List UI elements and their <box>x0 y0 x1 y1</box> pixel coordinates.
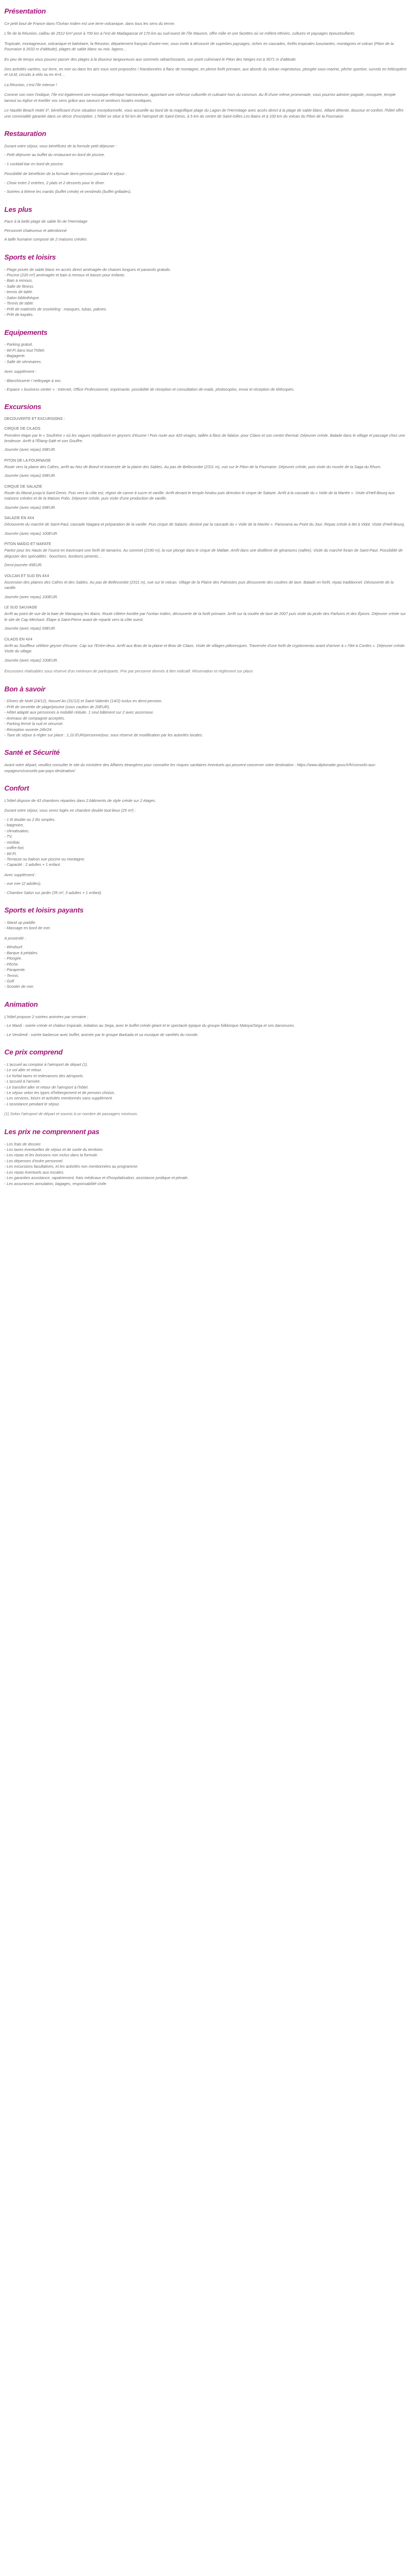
list-item: - Le séjour selon les types d'hébergement et de pension choisis. <box>4 1090 115 1096</box>
excursion-text: Partez pour les Hauts de l'ouest en traversant une forêt de tamarins. Au sommet (2190 m), la vue plonge dans le cirque de Mafate. Arrêt dans une distillerie de géraniums (vallée). Visite du marché forain de Saint-Paul. Possibilité de déguster des spécialités : bouchons, bonbons piments… <box>4 548 403 559</box>
list-item: - L'accueil à l'arrivée. <box>4 1079 41 1084</box>
section-title: Présentation <box>4 7 46 15</box>
section-confort <box>4 784 407 896</box>
excursion-block <box>4 605 407 631</box>
paragraph: Avec supplément : <box>4 369 36 374</box>
list-item: - Stand up paddle. <box>4 920 36 925</box>
section-title: Les prix ne comprennent pas <box>4 1127 100 1136</box>
nearby-activities-list <box>4 944 407 990</box>
excursion-price: Journée (avec repas) 69EUR. <box>4 626 56 631</box>
list-item: - Parking gratuit. <box>4 342 33 347</box>
section-title: Confort <box>4 784 29 793</box>
paid-activities-list <box>4 920 407 931</box>
section-title: Santé et Sécurité <box>4 748 60 757</box>
section-title: Bon à savoir <box>4 684 46 693</box>
excursions-outro: Excursions réalisables sous réserve d'un minimum de participants. Prix par personne donnés à titre indicatif. Réservation et règlement sur place. <box>4 669 254 674</box>
section-equipements <box>4 328 407 393</box>
list-item: - Terrasse ou balcon vue piscine ou montagne. <box>4 856 86 862</box>
section-animation <box>4 1000 407 1038</box>
excursions-intro: DECOUVERTE ET EXCURSIONS : <box>4 417 65 422</box>
section-prix-comprend <box>4 1047 407 1117</box>
excursion-block <box>4 574 407 600</box>
paragraph: - Choix entre 2 entrées, 2 plats et 2 desserts pour le dîner. <box>4 180 105 185</box>
room-features-list <box>4 817 407 868</box>
list-item: - Les excursions facultatives, et les activités non mentionnées au programme. <box>4 1164 139 1169</box>
list-item: - Golf. <box>4 978 15 983</box>
list-item: - TV, <box>4 834 13 839</box>
list-item: - tennis de table. <box>4 289 34 295</box>
excursion-text: Route du littoral jusqu'à Saint-Denis. Puis vers la côte est, région de canne à sucre et vanille. Arrêt devant le temple hindou puis direction le cirque de Salazie. Arrêt à la cascade du « Voile de la Mariée ». Visite d'Hell-Bourg aux maisons créoles et de la Maison Folio. Déjeuner créole, puis visite d'une production de vanille. <box>4 490 395 501</box>
paragraph: - Chambre Salon sur jardin (35 m², 3 adultes + 1 enfant). <box>4 890 102 895</box>
footnote: (1) Selon l'aéroport de départ et soumis à un nombre de passagers minimum. <box>4 1111 138 1117</box>
excursion-title: CIRQUE DE SALAZIE <box>4 484 42 489</box>
excursion-text: Première étape par le « Soufrière » où les vagues rejaillissent en geysers d'écume ! Puis route aux 420 virages, taillée à flanc de falaise, pour Cilaos et son centre thermal. Déjeuner créole. Balade dans le village et passage chez une brodeuse. Arrêt à l'Étang-Salé et son Gouffre. <box>4 432 405 443</box>
list-item: - Réception ouverte 24h/24. <box>4 727 53 732</box>
paragraph: Face à la belle plage de sable fin de l'Hermitage <box>4 219 88 224</box>
paragraph: L'île de la Réunion, caillou de 2512 km² posé à 700 km à l'est de Madagascar et 170 km au sud-ouest de l'île Maurice, offre mille et une facettes où se mêlent ethnies, cultures et paysages époustouflants. <box>4 31 356 36</box>
list-item: - climatisation, <box>4 828 29 833</box>
list-item: - Prêt de kayaks. <box>4 312 34 318</box>
paragraph: - vue mer (2 adultes). <box>4 881 42 886</box>
excursion-text: Arrêt au Souffleur célèbre geyser d'écume. Cap sur l'Entre-deux. Arrêt aux Bras de la plaine et Bras de Cilaos. Visite de villages pittoresques. Traversée d'une forêt de cryptomerias avant d'arriver à « l'Ilet à Cordes ». Déjeuner créole. Visite du village. <box>4 643 406 654</box>
section-presentation <box>4 7 407 119</box>
list-item: - Le forfait taxes et redevances des aéroports. <box>4 1073 84 1078</box>
section-sante-securite <box>4 748 407 774</box>
excursion-title: PITON DE LA FOURNAISE <box>4 458 51 463</box>
price-includes-list <box>4 1062 407 1108</box>
list-item: - Taxe de séjour à régler sur place : 1,10 EUR/personne/jour, sous réserve de modification par les autorités locales. <box>4 733 203 738</box>
excursion-text: Arrêt au point de vue de la baie de Manapany les Bains. Route côtière bordée par l'océan Indien, découverte de la forêt primaire. Arrêt sur la coulée de lave de 2007 puis visite du jardin des Parfums et des Épices. Déjeuner créole sur le site de Cap Méchant. Étape à Saint-Pierre avant de repartir vers la côte ouest. <box>4 611 406 622</box>
paragraph: - Petit déjeuner au buffet du restaurant en bord de piscine. <box>4 152 105 158</box>
paragraph: Tropicale, montagneuse, volcanique et balnéaire, la Réunion, département français d'outre-mer, vous invite à découvrir de superbes paysages, riches en cascades, forêts tropicales luxuriantes, montagnes et volcan (Piton de la Fournaise à 2632 m d'altitude), plages de sable blanc ou noir, lagons… <box>4 41 394 52</box>
paragraph: - Blanchisserie / nettoyage à sec. <box>4 378 62 383</box>
paragraph: Durant votre séjour, vous serez logés en chambre double tout-lieux (25 m²) : <box>4 808 136 813</box>
list-item: - Windsurf. <box>4 944 23 950</box>
section-title: Ce prix comprend <box>4 1047 63 1056</box>
excursion-price: Journée (avec repas) 100EUR. <box>4 657 59 663</box>
list-item: - Parking fermé la nuit et sécurisé. <box>4 721 64 727</box>
paragraph: Personnel chaleureux et attentionné <box>4 228 67 233</box>
section-title: Restauration <box>4 130 47 138</box>
list-item: - Les taxes éventuelles de séjour et de sortie du territoire. <box>4 1147 104 1153</box>
excursion-price: Journée (avec repas) 100EUR. <box>4 594 59 599</box>
list-item: - minibar, <box>4 839 21 845</box>
list-item: - Le vol aller et retour. <box>4 1067 42 1073</box>
list-item: - Animaux de compagnie acceptés. <box>4 715 65 721</box>
paragraph: Ce petit bout de France dans l'Océan Indien est une terre volcanique, dans tous les sens du terme. <box>4 21 176 26</box>
paragraph: Durant votre séjour, vous bénéficiez de la formule petit déjeuner : <box>4 143 117 148</box>
list-item: - Pêche. <box>4 961 19 967</box>
list-item: - Le transfert aller et retour de l'aéroport à l'hôtel. <box>4 1084 89 1090</box>
list-item: - Plongée. <box>4 956 22 961</box>
section-title: Equipements <box>4 328 48 336</box>
excursion-block <box>4 637 407 663</box>
list-item: - Parapente. <box>4 967 26 973</box>
list-item: - Tennis. <box>4 973 20 978</box>
excursion-title: LE SUD SAUVAGE <box>4 606 37 610</box>
list-item: - Bain à remous. <box>4 278 33 283</box>
paragraph: Possibilité de bénéficier de la formule demi-pension pendant le séjour : <box>4 171 127 177</box>
list-item: - Les garanties assistance, rapatriement, frais médicaux et d'hospitalisation, assistance juridique et pénale. <box>4 1175 189 1181</box>
list-item: - Dîners de Noël (24/12), Nouvel An (31/12) et Saint-Valentin (14/2) inclus en demi-pension. <box>4 698 163 704</box>
excursion-title: VOLCAN ET SUD EN 4X4 <box>4 574 49 578</box>
paragraph: En peu de temps vous pouvez passer des plages à la douceur langoureuse aux sommets rafraichissants, son point culminant le Piton des Neiges est à 3071 m d'altitude. <box>4 56 297 62</box>
paragraph: A taille humaine composé de 2 maisons créoles <box>4 237 87 242</box>
list-item: - L'accueil au comptoir à l'aéroport de départ (1). <box>4 1062 88 1067</box>
paragraph: - Espace « business center » : Internet, Office Professionnel, imprimante, possibilité de réception et consultation de-mails, photocopies, envoi et réception de télécopies. <box>4 386 295 392</box>
list-item: - Bagagerie. <box>4 353 26 359</box>
section-les-plus <box>4 205 407 243</box>
excursion-block <box>4 426 407 452</box>
list-item: - Les frais de dossier. <box>4 1141 42 1147</box>
paragraph: A proximité : <box>4 935 26 941</box>
list-item: - Capacité : 2 adultes + 1 enfant. <box>4 862 61 868</box>
paragraph: - Soirées à thème les mardis (buffet créole) et vendredis (buffet grillades). <box>4 189 132 195</box>
paragraph: - Le Vendredi : soirée barbecue avec buffet, animée par le groupe Barkada et sa musique de variétés du monde. <box>4 1032 199 1037</box>
excursion-title: CILAOS EN 4X4 <box>4 637 33 642</box>
list-item: - L'assistance pendant le séjour. <box>4 1101 60 1106</box>
excursion-price: Journée (avec repas) 69EUR. <box>4 504 56 510</box>
list-item: - Salle de séminaires. <box>4 359 42 364</box>
paragraph: Avant votre départ, veuillez consulter le site du ministère des Affaires étrangères pour connaître les risques sanitaires éventuels qui peuvent concerner votre destination : https://www.diplomatie.gouv.fr/fr/conseils-aux-voyageurs/conseils-par-pays-destination/ <box>4 762 376 773</box>
paragraph: Comme son nom l'indique, l'île est également une mosaïque ethnique harmonieuse, apportant une richesse culturelle et culinaire hors du commun. Au fil d'une même promenade, vous pourrez admirer pagode, mosquée, temple tamoul ou église et éveiller vos sens grâce aux saveurs et senteurs locales exotiques. <box>4 92 396 103</box>
paragraph: Le Nautile Beach Hotel 3*, bénéficiant d'une situation exceptionnelle, vous accueille au bord de la magnifique plage du Lagon de l'Hermitage avec accès direct à la plage de sable blanc. Alliant détente, douceur et confort, l'hôtel offre une convivialité garantie dans un décor d'exception. L'hôtel se situe à 50 km de l'aéroport de Saint-Denis, à 5 km du centre de Saint-Gilles Les Bains et à 100 km du volcan du Piton de la Fournaise. <box>4 108 404 119</box>
section-restauration <box>4 129 407 195</box>
section-title: Les plus <box>4 205 33 213</box>
paragraph: La Réunion, c'est l'île intense ! <box>4 82 57 87</box>
list-item: - coffre-fort, <box>4 845 25 851</box>
list-item: - Massage en bord de mer. <box>4 925 52 931</box>
list-item: - Hôtel adapté aux personnes à mobilité réduite. 1 seul bâtiment sur 2 avec ascenseur. <box>4 710 154 715</box>
list-item: - Scooter de mer. <box>4 984 35 989</box>
paragraph: Des activités variées, sur terre, en mer ou dans les airs vous sont proposées ! Randonnées à flanc de montagne, en pleine forêt primaire, aux abords du volcan majestueux, plongée sous-marine, pêche sportive, survols en hélicoptère et ULM, circuits à vélo ou en 4×4… <box>4 67 407 77</box>
list-item: - Les services, loisirs et activités mentionnés sans supplément. <box>4 1096 113 1101</box>
excursion-price: Journée (avec repas) 69EUR. <box>4 447 56 452</box>
excursion-text: Découverte du marché de Saint-Paul, cascade Niagara et préparation de la vanille. Puis cirque de Salazie, dominé par la cascade du « Voile de la Mariée ». Panorama au Point du Jour. Repas créole à Ilet à Vidot. Visite d'Hell-Bourg. <box>4 522 405 527</box>
excursion-block <box>4 484 407 510</box>
price-excludes-list <box>4 1142 407 1187</box>
list-item: - Les assurances annulation, bagages, responsabilité civile. <box>4 1181 107 1186</box>
section-title: Excursions <box>4 403 42 411</box>
paragraph: - 1 cocktail-bar en bord de piscine. <box>4 161 64 166</box>
excursion-price: Journée (avec repas) 100EUR. <box>4 530 59 536</box>
list-item: - Les repas éventuels aux escales. <box>4 1169 65 1175</box>
list-item: - Wi-Fi dans tout l'hôtel. <box>4 347 46 353</box>
section-excursions <box>4 402 407 674</box>
paragraph: Avec supplément : <box>4 872 36 877</box>
list-item: - Salle de fitness. <box>4 283 35 289</box>
paragraph: L'hôtel propose 2 soirées animées par semaine : <box>4 1014 88 1019</box>
paragraph: L'hôtel dispose de 43 chambres réparties dans 2 bâtiments de style créole sur 2 étages. <box>4 798 156 804</box>
list-item: - Piscine (220 m²) aménagée et bain à remous et bassin pour enfants. <box>4 273 125 277</box>
section-title: Sports et loisirs payants <box>4 906 84 915</box>
excursion-title: PITON MAÏDO ET MAFATE <box>4 542 52 547</box>
list-item: - baignoire, <box>4 823 24 828</box>
excursion-block <box>4 458 407 479</box>
list-item: - Plage privée de sable blanc en accès direct aménagée de chaises longues et parasols gratuits. <box>4 267 171 272</box>
list-item: - Les repas et les boissons non inclus dans la formule. <box>4 1153 98 1158</box>
excursion-block <box>4 542 407 568</box>
list-item: - Barque à pédales. <box>4 950 38 955</box>
list-item: - Prêt de matériels de snorkeling : masques, tubas, palmes. <box>4 306 107 312</box>
section-bon-a-savoir <box>4 684 407 739</box>
list-item: - Tennis de table. <box>4 301 34 306</box>
section-sports-loisirs <box>4 253 407 318</box>
list-item: - Prêt de serviette de plage/piscine (sous caution de 20EUR). <box>4 704 110 709</box>
excursion-price: Journée (avec repas) 69EUR. <box>4 473 56 478</box>
excursion-title: SALAZIE EN 4X4 <box>4 516 34 521</box>
section-sports-payants <box>4 905 407 990</box>
section-title: Animation <box>4 1000 38 1008</box>
section-title: Sports et loisirs <box>4 253 56 261</box>
list-item: - Wi-Fi. <box>4 851 17 856</box>
excursion-block <box>4 516 407 536</box>
good-to-know-list <box>4 698 407 738</box>
list-item: - Les dépenses d'ordre personnel. <box>4 1158 63 1163</box>
excursion-title: CIRQUE DE CILAOS <box>4 427 41 431</box>
list-item: - Salon bibliothèque. <box>4 295 40 300</box>
section-prix-ne-comprennent-pas <box>4 1127 407 1187</box>
amenities-list <box>4 267 407 318</box>
equipment-list <box>4 342 407 365</box>
excursion-text: Ascension des plaines des Cafres et des Sables. Au pas de Bellecombe (2311 m), vue sur le volcan. Village de la Plaine des Palmistes puis découverte des coulées de lave. Balade en forêt, repas traditionnel. Découverte de la vanille. <box>4 579 394 591</box>
list-item: - 1 lit double ou 2 lits simples. <box>4 817 56 822</box>
excursion-text: Route vers la plaine des Cafres, arrêt au Nez de Boeuf et traversée de la plaine des Sables. Au pas de Bellecombe (2311 m), vue sur le Piton de la Fournaise. Déjeuner créole, puis visite du musée de la Saga du Rhum. <box>4 464 382 469</box>
excursion-price: Demi-journée 45EUR. <box>4 562 43 568</box>
paragraph: - Le Mardi : soirée créole et chaleur tropicale, initiation au Sega, avec le buffet créole géant et le spectacle typique du groupe folklorique Maloya/Séga et ses danseuses. <box>4 1023 295 1028</box>
